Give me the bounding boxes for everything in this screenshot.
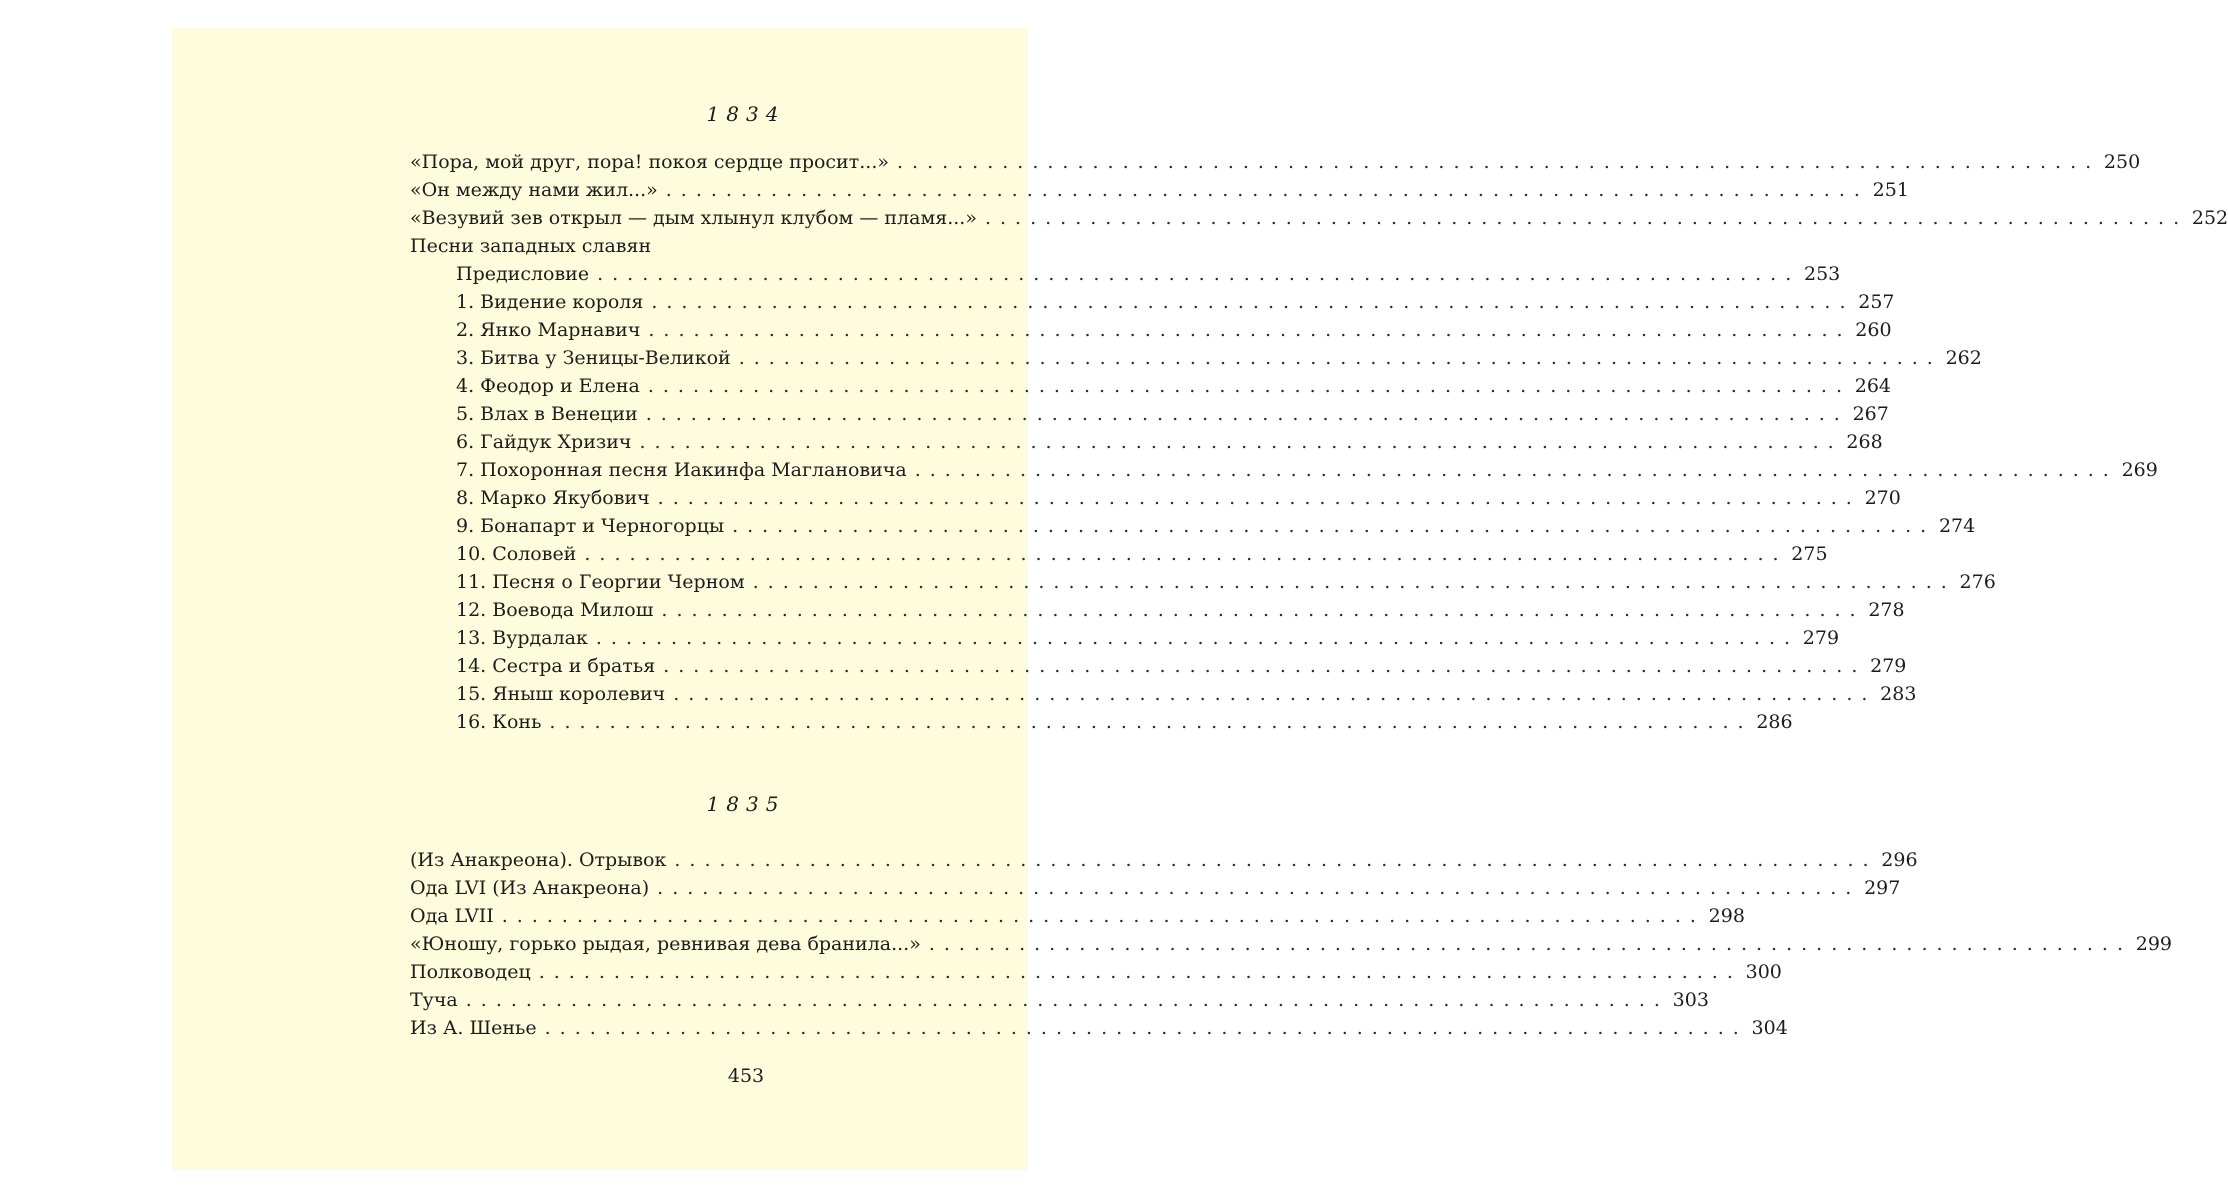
toc-entry-page: 278 <box>1868 599 1905 621</box>
toc-entry-title: «Он между нами жил...» <box>410 179 658 201</box>
toc-entry-title: 14. Сестра и братья <box>456 655 656 677</box>
toc-entry-page: 297 <box>1864 877 1901 899</box>
dot-leader: ................................................................................ <box>651 291 1855 313</box>
toc-entry-page: 257 <box>1858 291 1895 313</box>
dot-leader: ................................................................................ <box>657 487 1861 509</box>
toc-entry <box>410 958 1782 986</box>
toc-entry-title: Из А. Шенье <box>410 1017 537 1039</box>
dot-leader: ................................................................................ <box>732 515 1936 537</box>
toc-entry-page: 264 <box>1854 375 1892 397</box>
dot-leader: ................................................................................ <box>549 711 1753 733</box>
dot-leader: ................................................................................ <box>544 1017 1748 1039</box>
toc-entry-page: 275 <box>1791 543 1828 565</box>
book-page <box>172 28 2228 1170</box>
toc-entry-page: 250 <box>2103 151 2141 173</box>
toc-entry-page: 283 <box>1880 683 1917 705</box>
toc-entry-title: Песни западных славян <box>410 235 652 257</box>
toc-entry-title: Предисловие <box>456 263 590 285</box>
toc-entry <box>410 428 1883 456</box>
toc-entry <box>410 874 1901 902</box>
toc-entry-title: 4. Феодор и Елена <box>456 375 640 397</box>
toc-entry-page: 267 <box>1852 403 1889 425</box>
dot-leader: ................................................................................ <box>661 599 1865 621</box>
toc-entry-page: 270 <box>1864 487 1901 509</box>
toc-entry-title: 6. Гайдук Хризич <box>456 431 632 453</box>
toc-entry <box>410 930 2173 958</box>
toc-entry <box>410 456 2158 484</box>
dot-leader: ................................................................................ <box>984 207 2189 229</box>
toc-entry <box>410 176 1909 204</box>
dot-leader: ................................................................................ <box>928 933 2133 955</box>
toc-entry <box>410 568 1996 596</box>
toc-entry <box>410 400 1889 428</box>
toc-entry-title: 5. Влах в Венеции <box>456 403 638 425</box>
toc-entry-page: 260 <box>1855 319 1892 341</box>
toc-entry-page: 274 <box>1938 515 1976 537</box>
toc-entry <box>410 372 1892 400</box>
toc-entry-page: 262 <box>1945 347 1982 369</box>
toc-entry <box>410 652 1907 680</box>
dot-leader: ................................................................................ <box>673 683 1877 705</box>
section-year-1834: 1834 <box>706 102 786 126</box>
toc-entry-page: 276 <box>1959 571 1996 593</box>
toc-entry <box>410 596 1905 624</box>
toc-entry-page: 300 <box>1745 961 1782 983</box>
toc-entry-title: 13. Вурдалак <box>456 627 588 649</box>
toc-entry <box>410 540 1828 568</box>
toc-entry <box>410 484 1901 512</box>
dot-leader: ................................................................................ <box>538 961 1742 983</box>
toc-entry-page: 303 <box>1672 989 1709 1011</box>
dot-leader: ................................................................................ <box>465 989 1669 1011</box>
toc-entry-title: 9. Бонапарт и Черногорцы <box>456 515 725 537</box>
dot-leader: ................................................................................ <box>595 627 1800 649</box>
toc-entry <box>410 1014 1788 1042</box>
toc-list-1834 <box>410 148 2228 736</box>
toc-entry-page: 269 <box>2121 459 2158 481</box>
dot-leader: ................................................................................ <box>597 263 1801 285</box>
dot-leader: ................................................................................ <box>648 319 1852 341</box>
toc-entry-page: 298 <box>1708 905 1745 927</box>
toc-entry-title: (Из Анакреона). Отрывок <box>410 849 667 871</box>
toc-entry-title: 7. Похоронная песня Иакинфа Маглановича <box>456 459 907 481</box>
toc-entry-page: 304 <box>1751 1017 1788 1039</box>
dot-leader: ................................................................................ <box>665 179 1869 201</box>
toc-entry <box>410 316 1892 344</box>
toc-entry-page: 252 <box>2191 207 2228 229</box>
toc-entry-title: 1. Видение короля <box>456 291 644 313</box>
dot-leader: ................................................................................ <box>647 375 1852 397</box>
toc-entry-page: 251 <box>1872 179 1909 201</box>
dot-leader: ................................................................................ <box>738 347 1942 369</box>
toc-entry <box>410 680 1917 708</box>
toc-entry <box>410 288 1895 316</box>
toc-entry-page: 286 <box>1756 711 1793 733</box>
dot-leader: ................................................................................ <box>674 849 1878 871</box>
toc-entry-title: Ода LVII <box>410 905 494 927</box>
toc-entry-title: «Везувий зев открыл — дым хлынул клубом — пламя...» <box>410 207 977 229</box>
dot-leader: ................................................................................ <box>896 151 2101 173</box>
toc-entry-page: 253 <box>1804 263 1841 285</box>
toc-entry-title: Ода LVI (Из Анакреона) <box>410 877 650 899</box>
toc-entry-title: 8. Марко Якубович <box>456 487 650 509</box>
dot-leader: ................................................................................ <box>914 459 2118 481</box>
dot-leader: ................................................................................ <box>663 655 1867 677</box>
toc-entry <box>410 986 1709 1014</box>
toc-entry-page: 279 <box>1870 655 1907 677</box>
toc-entry <box>410 512 1976 540</box>
toc-entry-title: 16. Конь <box>456 711 542 733</box>
toc-entry-title: «Юношу, горько рыдая, ревнивая дева бранила...» <box>410 933 921 955</box>
page-number: 453 <box>727 1065 765 1087</box>
toc-entry-page: 299 <box>2135 933 2173 955</box>
toc-entry-title: 3. Битва у Зеницы-Великой <box>456 347 731 369</box>
toc-entry <box>410 846 1918 874</box>
toc-entry-page: 279 <box>1802 627 1840 649</box>
dot-leader: ................................................................................ <box>657 877 1861 899</box>
toc-entry-title: 2. Янко Марнавич <box>456 319 641 341</box>
dot-leader: ................................................................................ <box>584 543 1788 565</box>
toc-entry <box>410 260 1841 288</box>
dot-leader: ................................................................................ <box>639 431 1843 453</box>
toc-entry-title: 15. Яныш королевич <box>456 683 666 705</box>
toc-entry <box>410 708 1793 736</box>
toc-entry-page: 296 <box>1881 849 1918 871</box>
toc-entry <box>410 148 2141 176</box>
toc-entry-title: «Пора, мой друг, пора! покоя сердце просит...» <box>410 151 889 173</box>
toc-entry-title: 11. Песня о Георгии Черном <box>456 571 745 593</box>
toc-entry-page: 268 <box>1846 431 1883 453</box>
dot-leader: ................................................................................ <box>752 571 1956 593</box>
toc-entry-title: Полководец <box>410 961 531 983</box>
dot-leader: ................................................................................ <box>645 403 1849 425</box>
toc-entry <box>410 204 2228 232</box>
toc-entry <box>410 344 1982 372</box>
toc-entry-title: 12. Воевода Милош <box>456 599 654 621</box>
toc-entry <box>410 902 1745 930</box>
toc-entry <box>410 232 1082 260</box>
toc-entry-title: Туча <box>410 989 458 1011</box>
section-year-1835: 1835 <box>706 792 786 816</box>
toc-list-1835 <box>410 846 2173 1042</box>
toc-entry-title: 10. Соловей <box>456 543 577 565</box>
toc-entry <box>410 624 1840 652</box>
dot-leader: ................................................................................ <box>501 905 1705 927</box>
